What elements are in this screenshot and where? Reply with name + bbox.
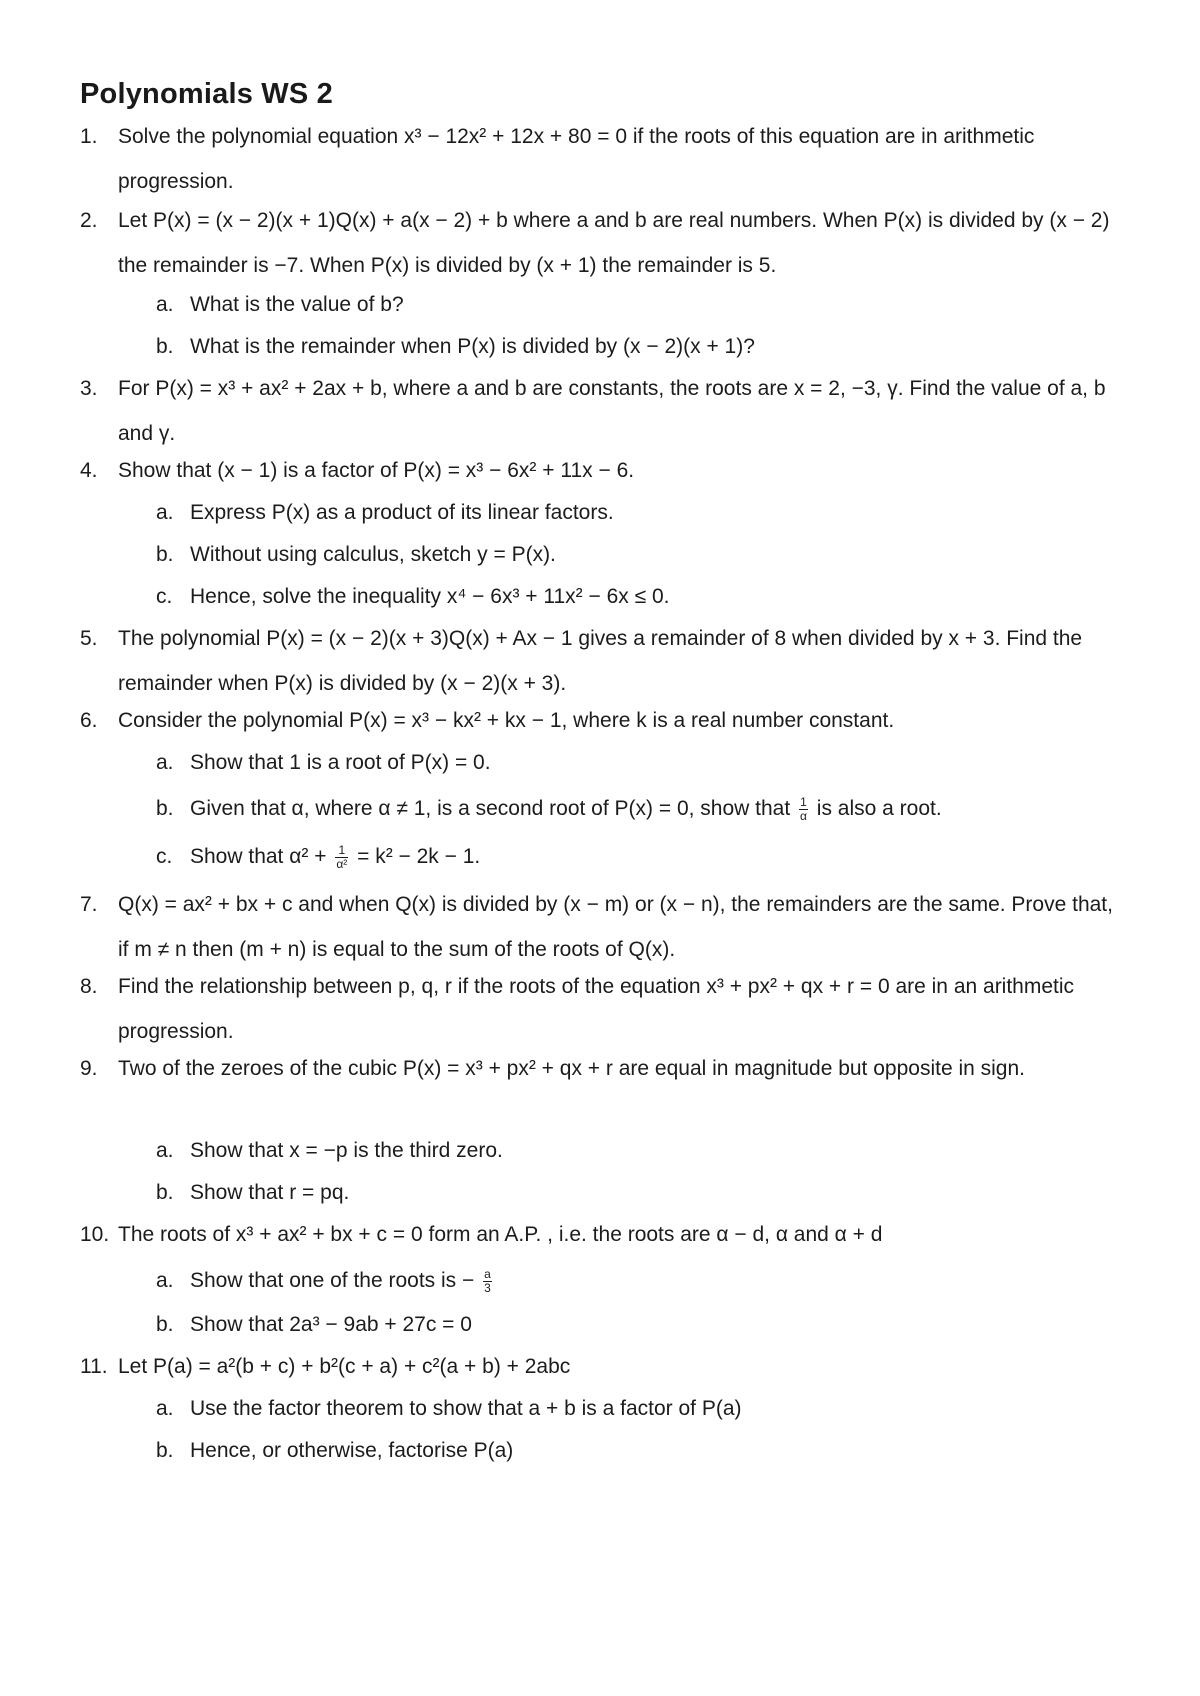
question-4-part-c: [156, 574, 1116, 619]
question-text: Consider the polynomial P(x) = x³ − kx² + kx − 1, where k is a real number constant.: [118, 709, 895, 732]
part-letter: b.: [156, 1313, 174, 1336]
part-letter: a.: [156, 293, 174, 316]
question-number: 4.: [80, 459, 98, 482]
fraction-numerator: a: [484, 1266, 491, 1281]
part-letter: b.: [156, 1439, 174, 1462]
question-8: [80, 964, 1120, 1054]
part-text: Show that x = −p is the third zero.: [190, 1139, 503, 1162]
part-letter: c.: [156, 845, 173, 868]
part-text-before: Given that α, where α ≠ 1, is a second root of P(x) = 0, show that: [190, 797, 791, 820]
question-4-part-a: [156, 490, 1116, 535]
question-number: 3.: [80, 377, 98, 400]
fraction: [483, 1268, 492, 1295]
question-text: The roots of x³ + ax² + bx + c = 0 form an A.P. , i.e. the roots are α − d, α and α + d: [118, 1223, 883, 1246]
question-number: 2.: [80, 209, 98, 232]
part-text: What is the value of b?: [190, 293, 404, 316]
part-text: Without using calculus, sketch y = P(x).: [190, 543, 556, 566]
part-text: [190, 834, 1116, 879]
fraction-denominator: 3: [484, 1280, 491, 1295]
part-text: Show that 1 is a root of P(x) = 0.: [190, 751, 491, 774]
fraction: [799, 796, 808, 823]
question-text: For P(x) = x³ + ax² + 2ax + b, where a and b are constants, the roots are x = 2, −3, γ. Find the value of a, b and γ.: [118, 377, 1106, 445]
fraction-numerator: 1: [335, 844, 348, 858]
question-9-part-a: [156, 1128, 1116, 1173]
question-10-part-b: [156, 1302, 1116, 1347]
part-text: Hence, or otherwise, factorise P(a): [190, 1439, 514, 1462]
question-10-part-a: [156, 1258, 1116, 1303]
part-letter: a.: [156, 1139, 174, 1162]
question-6-part-c: [156, 834, 1116, 879]
question-text: Find the relationship between p, q, r if the roots of the equation x³ + px² + qx + r = 0 are in an arithmetic progression.: [118, 975, 1075, 1043]
part-letter: b.: [156, 1181, 174, 1204]
question-text: Q(x) = ax² + bx + c and when Q(x) is divided by (x − m) or (x − n), the remainders are the same. Prove that, if m ≠ n then (m + n) is equal to the sum of the roots of Q(x).: [118, 893, 1113, 961]
part-letter: a.: [156, 1269, 174, 1292]
question-7: [80, 882, 1120, 972]
fraction-denominator: α: [800, 808, 807, 823]
part-text-after: is also a root.: [816, 797, 942, 820]
question-number: 10.: [80, 1223, 110, 1246]
question-number: 1.: [80, 125, 98, 148]
question-10: [80, 1212, 1120, 1257]
question-5: [80, 616, 1120, 706]
question-2-part-a: [156, 282, 1116, 327]
question-text: The polynomial P(x) = (x − 2)(x + 3)Q(x) + Ax − 1 gives a remainder of 8 when divided by x + 3. Find the remainder when P(x) is divided by (x − 2)(x + 3).: [118, 627, 1083, 695]
part-text: Hence, solve the inequality x⁴ − 6x³ + 11x² − 6x ≤ 0.: [190, 585, 670, 608]
fraction-numerator: 1: [800, 794, 807, 809]
part-letter: b.: [156, 543, 174, 566]
question-text: Two of the zeroes of the cubic P(x) = x³ + px² + qx + r are equal in magnitude but opposite in sign.: [118, 1057, 1025, 1080]
part-letter: c.: [156, 585, 173, 608]
part-text: [190, 786, 1116, 831]
part-text-before: Show that one of the roots is −: [190, 1269, 475, 1292]
fraction: [335, 844, 348, 871]
question-text: Show that (x − 1) is a factor of P(x) = x³ − 6x² + 11x − 6.: [118, 459, 635, 482]
page-title: Polynomials WS 2: [80, 78, 333, 110]
part-text-before: Show that α² +: [190, 845, 327, 868]
question-number: 11.: [80, 1355, 108, 1378]
part-letter: b.: [156, 335, 174, 358]
question-number: 7.: [80, 893, 98, 916]
part-letter: a.: [156, 751, 174, 774]
part-letter: a.: [156, 1397, 174, 1420]
question-11-part-a: [156, 1386, 1116, 1431]
question-number: 9.: [80, 1057, 98, 1080]
question-11-part-b: [156, 1428, 1116, 1473]
question-2-part-b: [156, 324, 1116, 369]
fraction-denominator: α²: [336, 856, 348, 871]
question-6: [80, 698, 1120, 743]
question-text: Solve the polynomial equation x³ − 12x² + 12x + 80 = 0 if the roots of this equation are in arithmetic progression.: [118, 125, 1035, 193]
part-text-after: = k² − 2k − 1.: [357, 845, 481, 868]
part-text: Express P(x) as a product of its linear factors.: [190, 501, 614, 524]
part-letter: a.: [156, 501, 174, 524]
question-11: [80, 1344, 1120, 1389]
question-6-part-b: [156, 786, 1116, 831]
question-4-part-b: [156, 532, 1116, 577]
part-text: [190, 1258, 1116, 1303]
question-3: [80, 366, 1120, 456]
part-letter: b.: [156, 797, 174, 820]
question-number: 5.: [80, 627, 98, 650]
question-6-part-a: [156, 740, 1116, 785]
question-2: [80, 198, 1120, 288]
question-4: [80, 448, 1120, 493]
part-text: Show that 2a³ − 9ab + 27c = 0: [190, 1313, 472, 1336]
part-text: Use the factor theorem to show that a + b is a factor of P(a): [190, 1397, 742, 1420]
question-text: Let P(x) = (x − 2)(x + 1)Q(x) + a(x − 2) + b where a and b are real numbers. When P(x) is divided by (x − 2) the remainder is −7. When P(x) is divided by (x + 1) the remainder is 5.: [118, 209, 1110, 277]
part-text: What is the remainder when P(x) is divided by (x − 2)(x + 1)?: [190, 335, 755, 358]
question-text: Let P(a) = a²(b + c) + b²(c + a) + c²(a + b) + 2abc: [118, 1355, 571, 1378]
question-9: [80, 1046, 1120, 1091]
question-1: [80, 114, 1120, 204]
part-text: Show that r = pq.: [190, 1181, 350, 1204]
question-9-part-b: [156, 1170, 1116, 1215]
question-number: 6.: [80, 709, 98, 732]
question-number: 8.: [80, 975, 98, 998]
